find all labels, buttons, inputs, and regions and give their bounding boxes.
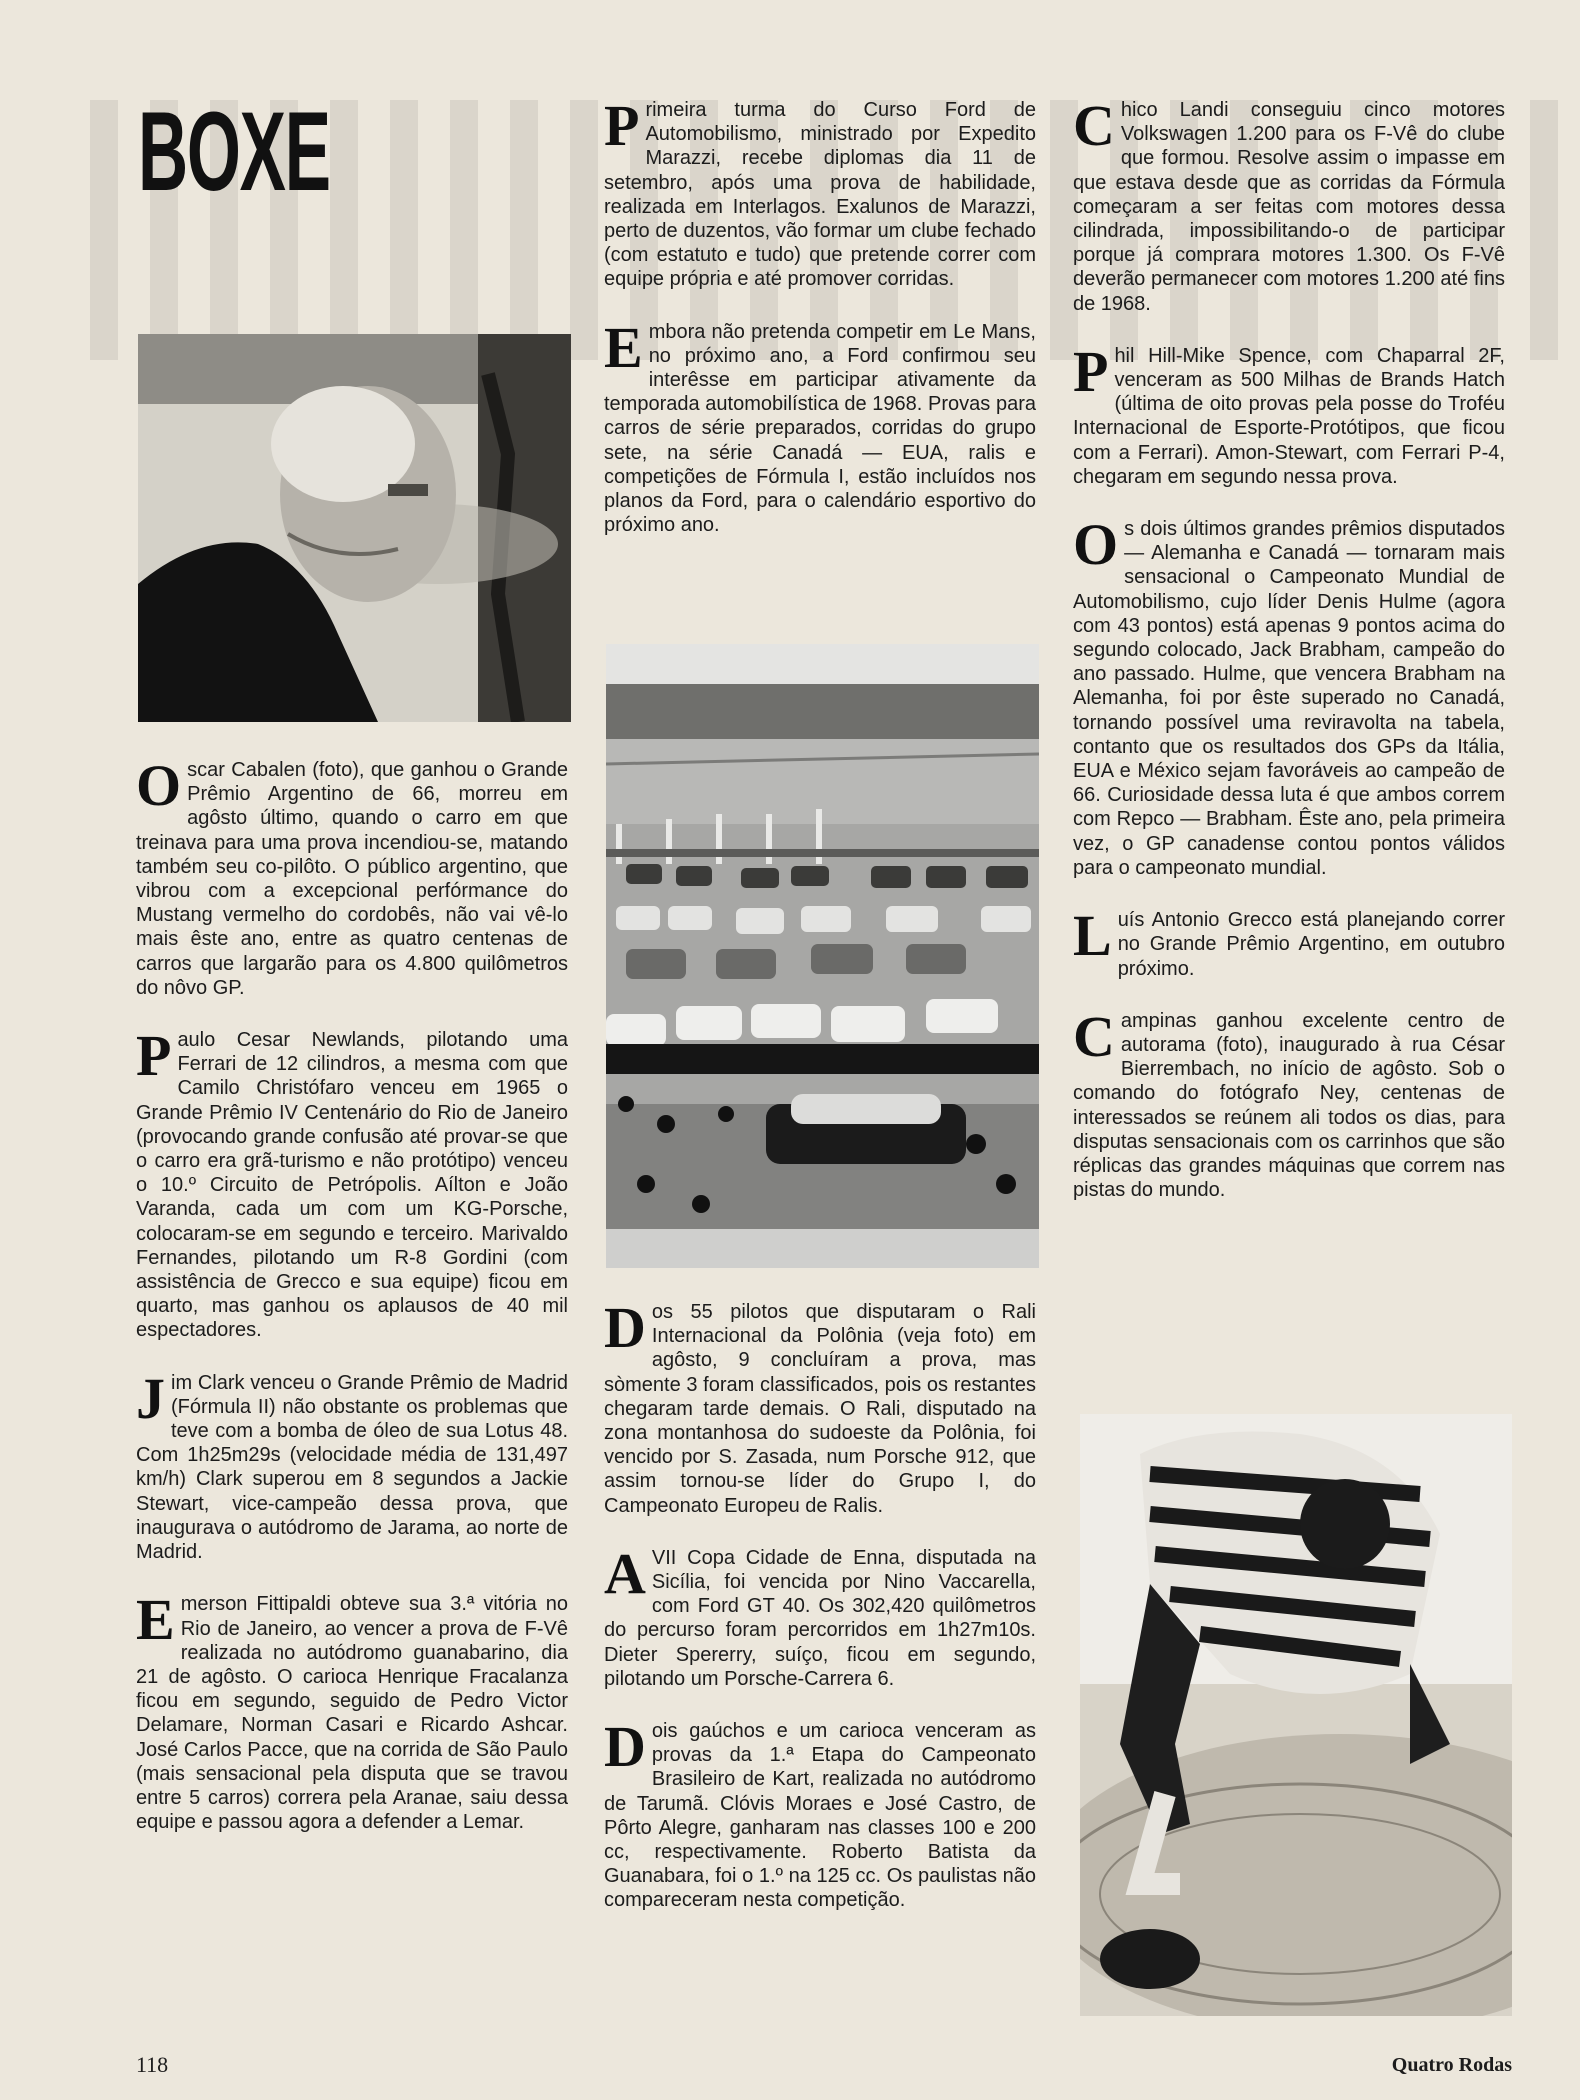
drop-cap: E bbox=[136, 1587, 175, 1653]
article-text: scar Cabalen (foto), que ganhou o Grande Prêmio Argentino de 66, morreu em agôsto último, quando o carro em que treinava para uma prova incendiou-se, matando também seu co-pilôto. O público argentino, que vibrou com a excepcional perfórmance do Mustang vermelho do cordobês, não vai vê-lo mais êste ano, entre as quatro centenas de carros que largarão para os 4.800 quilômetros do nôvo GP. bbox=[136, 759, 568, 999]
article-campinas bbox=[1073, 1003, 1505, 1203]
article-text: hico Landi conseguiu cinco motores Volkswagen 1.200 para os F-Vê do clube que formou. Resolve assim o impasse em que estava desde que as corridas da Fórmula começaram a ser feitas com motores dessa cilindrada, impossibilitando-o de participar porque já comprara motores 1.300. Os F-Vê deverão permanecer com motores 1.200 até fins de 1968. bbox=[1073, 99, 1505, 315]
article-campeonato-mundial bbox=[1073, 512, 1505, 880]
slot-car-photo bbox=[1080, 1414, 1512, 2016]
drop-cap: P bbox=[1073, 338, 1109, 404]
article-clark bbox=[136, 1365, 568, 1565]
drop-cap: C bbox=[1073, 93, 1115, 158]
drop-cap: D bbox=[604, 1714, 646, 1780]
article-text: s dois últimos grandes prêmios disputados — Alemanha e Canadá — tornaram mais sensacional o Campeonato Mundial de Automobilismo, cujo líder Denis Hulme (agora com 43 pontos) está apenas 9 pontos acima do segundo colocado, Jack Brabham, campeão do ano passado. Hulme, que vencera Brabham na Alemanha, foi por êste superado no Canadá, tornando possível uma reviravolta na tabela, contanto que os resultados dos GPs da Itália, EUA e México sejam favoráveis ao campeão de 66. Curiosidade dessa luta é que ambos correm com Repco — Brabham. Êste ano, pela primeira vez, o GP canadense contou pontos válidos para o campeonato mundial. bbox=[1073, 518, 1505, 879]
article-text: ois gaúchos e um carioca venceram as provas da 1.ª Etapa do Campeonato Brasileiro de Kart, realizada no autódromo de Tarumã. Clóvis Moraes e José Castro, de Pôrto Alegre, ganharam nas classes 100 e 200 cc, respectivamente. Roberto Batista da Guanabara, foi o 1.º na 125 cc. Os paulistas não compareceram nesta competição. bbox=[604, 1720, 1036, 1912]
article-text: mbora não pretenda competir em Le Mans, no próximo ano, a Ford confirmou seu interêsse em participar ativamente da temporada automobilística de 1968. Provas para carros de série preparados, corridas do grupo sete, na série Canadá — EUA, ralis e competições de Fórmula I, estão incluídos nos planos da Ford, para o calendário esportivo do próximo ano. bbox=[604, 320, 1036, 537]
article-kart bbox=[604, 1714, 1036, 1913]
article-text: im Clark venceu o Grande Prêmio de Madrid (Fórmula II) não obstante os problemas que teve com a bomba de óleo de sua Lotus 48. Com 1h25m29s (velocidade média de 131,497 km/h) Clark superou em 8 segundos a Jackie Stewart, vice-campeão dessa prova, que inaugurava o autódromo de Jarama, ao norte de Madrid. bbox=[136, 1371, 568, 1564]
drop-cap: E bbox=[604, 314, 643, 380]
article-text: os 55 pilotos que disputaram o Rali Internacional da Polônia (veja foto) em agôsto, 9 concluíram a prova, mas sòmente 3 foram classificados, pois os restantes chegaram tarde demais. O Rali, disputado na zona montanhosa do sudoeste da Polônia, foi vencido por S. Zasada, num Porsche 912, que assim tornou-se líder do Grupo I, do Campeonato Europeu de Ralis. bbox=[604, 1301, 1036, 1517]
article-fittipaldi bbox=[136, 1587, 568, 1834]
article-text: merson Fittipaldi obteve sua 3.ª vitória no Rio de Janeiro, ao vencer a prova de F-Vê realizada no autódromo guanabarino, dia 21 de agôsto. O carioca Henrique Fracalanza ficou em segundo, seguido de Pedro Victor Delamare, Norman Casari e Ricardo Ashcar. José Carlos Pacce, que na corrida de São Paulo (mais sensacional pela disputa que se travou entre 5 carros) correra pela Aranae, saiu dessa equipe e passou agora a defender a Lemar. bbox=[136, 1593, 568, 1834]
column-2-bottom bbox=[604, 1295, 1036, 1941]
drop-cap: C bbox=[1073, 1003, 1115, 1069]
column-1 bbox=[136, 753, 568, 1862]
drop-cap: J bbox=[136, 1365, 165, 1431]
article-text: uís Antonio Grecco está planejando correr no Grande Prêmio Argentino, em outubro próximo. bbox=[1117, 909, 1505, 980]
article-text: aulo Cesar Newlands, pilotando uma Ferrari de 12 cilindros, a mesma com que Camilo Christófaro venceu em 1965 o Grande Prêmio IV Centenário do Rio de Janeiro (provocando grande confusão até provar-se que o carro era grã-turismo e não protótipo) venceu o 10.º Circuito de Petrópolis. Aílton e João Varanda, cada um com um KG-Porsche, colocaram-se em segundo e terceiro. Marivaldo Fernandes, pilotando um R-8 Gordini (com assistência de Grecco e sua equipe) ficou em quarto, mas ganhou os aplausos de 40 mil espectadores. bbox=[136, 1029, 568, 1342]
article-text: VII Copa Cidade de Enna, disputada na Sicília, foi vencida por Nino Vaccarella, com Ford GT 40. Os 302,420 quilômetros do percurso foram percorridos em 1h27m10s. Dieter Spererry, suíço, ficou em segundo, pilotando um Porsche-Carrera 6. bbox=[604, 1546, 1036, 1690]
article-rali-polonia bbox=[604, 1295, 1036, 1518]
page-number: 118 bbox=[136, 2052, 169, 2077]
drop-cap: O bbox=[136, 753, 182, 818]
article-text: rimeira turma do Curso Ford de Automobilismo, ministrado por Expedito Marazzi, recebe diplomas dia 11 de setembro, após uma prova de habilidade, realizada em Interlagos. Exalunos de Marazzi, perto de duzentos, vão formar um clube fechado (com estatuto e tudo) que pretende correr com equipe própria e até promover corridas. bbox=[604, 99, 1036, 291]
article-brands-hatch bbox=[1073, 338, 1505, 489]
portrait-photo bbox=[138, 334, 571, 722]
article-chico-landi bbox=[1073, 93, 1505, 316]
drop-cap: A bbox=[604, 1540, 646, 1606]
drop-cap: D bbox=[604, 1295, 646, 1360]
article-text: hil Hill-Mike Spence, com Chaparral 2F, venceram as 500 Milhas de Brands Hatch (última de oito provas pela posse do Troféu Internacional de Esporte-Protótipos, que ficou com a Ferrari). Amon-Stewart, com Ferrari P-4, chegaram em segundo nessa prova. bbox=[1073, 344, 1505, 488]
article-copa-enna bbox=[604, 1540, 1036, 1691]
page-title: BOXE bbox=[138, 89, 330, 214]
column-2-top bbox=[604, 93, 1036, 565]
article-cabalen bbox=[136, 753, 568, 1000]
rally-photo bbox=[606, 644, 1039, 1268]
article-ford-le-mans bbox=[604, 314, 1036, 538]
drop-cap: O bbox=[1073, 512, 1119, 578]
drop-cap: L bbox=[1073, 903, 1112, 969]
article-curso-ford bbox=[604, 93, 1036, 292]
magazine-name: Quatro Rodas bbox=[1391, 2054, 1512, 2076]
article-newlands bbox=[136, 1023, 568, 1343]
article-text: ampinas ganhou excelente centro de autorama (foto), inaugurado à rua César Bierrembach, no início de agôsto. Sob o comando do fotógrafo Ney, centenas de interessados se reúnem ali todos os dias, para disputas sensacionais com os carrinhos que são réplicas das grandes máquinas que correm nas pistas do mundo. bbox=[1073, 1009, 1505, 1202]
column-3 bbox=[1073, 93, 1505, 1230]
drop-cap: P bbox=[136, 1023, 172, 1089]
drop-cap: P bbox=[604, 93, 640, 158]
article-grecco bbox=[1073, 903, 1505, 981]
